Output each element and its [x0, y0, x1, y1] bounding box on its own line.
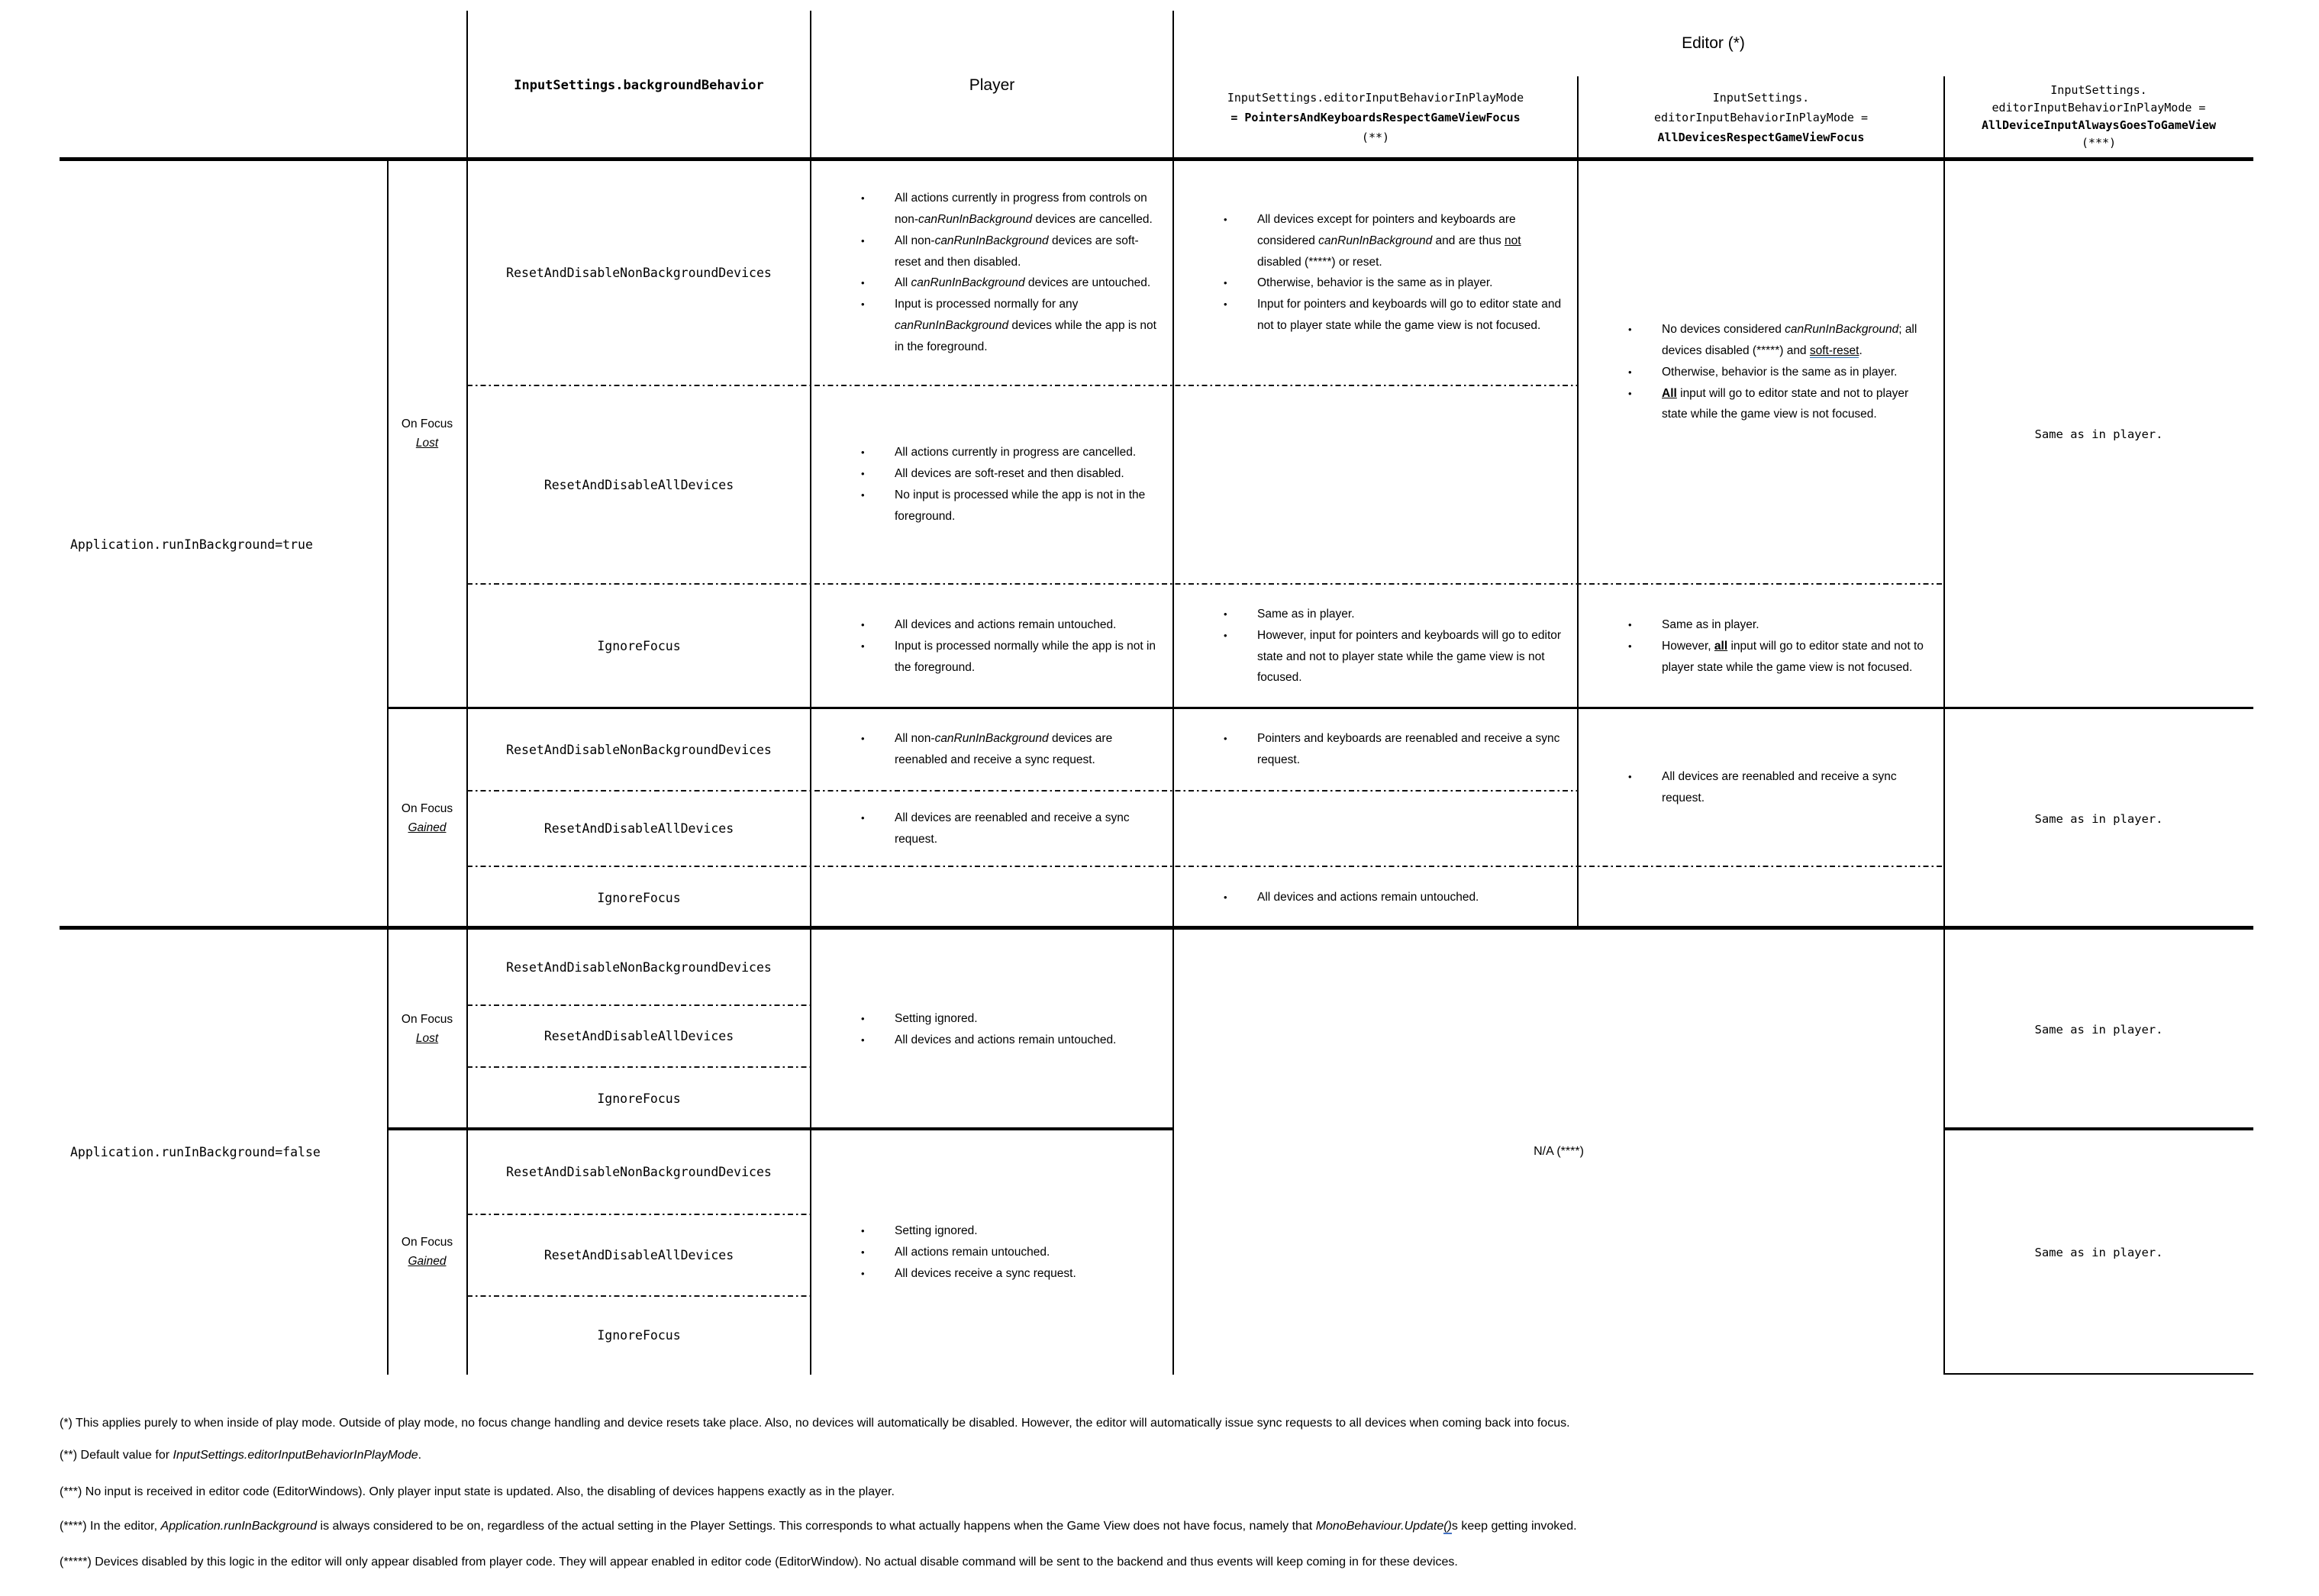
bullet-item: • No devices considered canRunInBackground; all devices disabled (*****) and soft-reset. [1628, 319, 1930, 362]
cell-false-lost-player-merged [811, 929, 1173, 1130]
bullet-item: • All devices and actions remain untouched. [861, 1030, 1160, 1051]
header-line: AllDevicesRespectGameViewFocus [1657, 130, 1865, 144]
header-editor-banner: Editor (*) [1682, 34, 1745, 52]
cell-false-editor-na: N/A (****) [1534, 1145, 1584, 1158]
bullet-item: • All devices and actions remain untouched. [861, 614, 1160, 636]
bullet-item: • All devices receive a sync request. [861, 1263, 1160, 1285]
bullet-marker: • [861, 234, 865, 247]
cell-true-lost-alldevices-merged [1578, 160, 1944, 584]
cell-false-gained-same-as-player: Same as in player. [2034, 1245, 2163, 1259]
bullet-marker: • [861, 1246, 865, 1258]
cell-true-gained-nonbg-pointers [1173, 708, 1578, 791]
bullet-marker: • [861, 618, 865, 630]
enum-ignore-focus: IgnoreFocus [597, 1091, 681, 1106]
enum-reset-nonbg: ResetAndDisableNonBackgroundDevices [506, 1165, 772, 1179]
cell-true-lost-ignore-player [811, 584, 1173, 708]
bullet-marker: • [1224, 608, 1227, 620]
enum-ignore-focus: IgnoreFocus [597, 890, 681, 905]
bullet-item: • No input is processed while the app is not in the foreground. [861, 485, 1160, 527]
bullet-item: • Same as in player. [1224, 604, 1564, 625]
header-pointers-and-keyboards [1173, 76, 1578, 160]
cell-true-lost-ignore-alldevices [1578, 584, 1944, 708]
bullet-item: • Setting ignored. [861, 1220, 1160, 1242]
bullet-marker: • [1628, 323, 1632, 335]
bullet-item: • All canRunInBackground devices are untouched. [861, 272, 1160, 294]
enum-reset-nonbg: ResetAndDisableNonBackgroundDevices [506, 266, 772, 280]
bullet-item: • Same as in player. [1628, 614, 1930, 636]
bullet-item: • All input will go to editor state and not to player state while the game view is not focused. [1628, 383, 1930, 426]
bullet-marker: • [861, 733, 865, 745]
bullet-item: • Input is processed normally while the app is not in the foreground. [861, 636, 1160, 679]
bullet-item: • Setting ignored. [861, 1008, 1160, 1030]
bullet-marker: • [1224, 733, 1227, 745]
bullet-marker: • [1224, 629, 1227, 641]
cell-true-lost-same-as-player: Same as in player. [2034, 427, 2163, 441]
header-line: InputSettings. [2050, 82, 2147, 97]
cell-false-lost-same-as-player: Same as in player. [2034, 1022, 2163, 1037]
header-line: editorInputBehaviorInPlayMode = [1654, 111, 1868, 125]
footnote-3: (***) No input is received in editor code (EditorWindows). Only player input state is updated. Also, the disabling of devices happens exactly as in the player. [60, 1485, 895, 1498]
bullet-item: • Otherwise, behavior is the same as in player. [1224, 272, 1564, 294]
bullet-marker: • [861, 489, 865, 501]
cell-true-lost-nonbg-player [811, 160, 1173, 385]
bullet-marker: • [1224, 892, 1227, 903]
bullet-item: • All actions remain untouched. [861, 1242, 1160, 1263]
enum-reset-nonbg: ResetAndDisableNonBackgroundDevices [506, 742, 772, 757]
cell-true-gained-ignore-merged [1173, 866, 1944, 929]
bullet-item: • However, input for pointers and keyboards will go to editor state and not to player state while the game view is not focused. [1224, 625, 1564, 689]
bullet-marker: • [861, 1012, 865, 1024]
header-all-devices-respect [1578, 76, 1944, 160]
row-label-on-focus-lost: On Focus Lost [401, 1012, 453, 1045]
cell-true-lost-nonbg-pointers [1173, 160, 1578, 385]
bullet-item: • All non-canRunInBackground devices are soft-reset and then disabled. [861, 231, 1160, 273]
row-label-on-focus-lost: On Focus Lost [401, 418, 453, 450]
header-line: (***) [2081, 136, 2117, 150]
row-label-run-in-background-true: Application.runInBackground=true [70, 537, 313, 552]
cell-true-lost-ignore-pointers [1173, 584, 1578, 708]
bullet-item: • All devices except for pointers and keyboards are considered canRunInBackground and are thus not disabled (*****) or reset. [1224, 209, 1564, 273]
bullet-marker: • [861, 640, 865, 652]
footnote-2: (**) Default value for InputSettings.editorInputBehaviorInPlayMode. [60, 1449, 422, 1462]
bullet-marker: • [1628, 640, 1632, 652]
bullet-marker: • [861, 192, 865, 204]
cell-true-lost-all-player [811, 385, 1173, 584]
bullet-marker: • [861, 468, 865, 480]
cell-true-gained-same-as-player: Same as in player. [2034, 811, 2163, 826]
bullet-marker: • [861, 298, 865, 311]
bullet-item: • All devices are reenabled and receive a sync request. [1628, 766, 1930, 809]
bullet-item: • All devices are reenabled and receive a sync request. [861, 808, 1160, 850]
header-line: editorInputBehaviorInPlayMode = [1992, 100, 2206, 114]
footnote-4: (****) In the editor, Application.runInBackground is always considered to be on, regardless of the actual setting in the Player Settings. This corresponds to what actually happens when the Game View does not have focus, namely that MonoBehaviour.Update()s keep getting invoked. [60, 1520, 1577, 1533]
bullet-marker: • [1628, 387, 1632, 399]
header-line: (**) [1361, 130, 1390, 144]
cell-true-gained-nonbg-player [811, 708, 1173, 791]
bullet-item: • Input for pointers and keyboards will go to editor state and not to player state while the game view is not focused. [1224, 294, 1564, 337]
enum-reset-nonbg: ResetAndDisableNonBackgroundDevices [506, 959, 772, 975]
footnote-5: (*****) Devices disabled by this logic in the editor will only appear disabled from player code. They will appear enabled in editor code (EditorWindow). No actual disable command will be sent to the backend and thus events will keep coming in for these devices. [60, 1556, 1458, 1569]
bullet-item: • All actions currently in progress from controls on non-canRunInBackground devices are cancelled. [861, 188, 1160, 231]
bullet-marker: • [1224, 298, 1227, 311]
header-all-input-to-gameview [1944, 73, 2253, 160]
header-player: Player [969, 76, 1015, 94]
row-label-run-in-background-false: Application.runInBackground=false [70, 1144, 321, 1159]
header-line: = PointersAndKeyboardsRespectGameViewFocus [1230, 111, 1521, 125]
bullet-marker: • [861, 1033, 865, 1046]
cell-true-gained-alldevices-merged [1578, 708, 1944, 866]
bullet-item: • All devices are soft-reset and then disabled. [861, 463, 1160, 485]
footnote-1: (*) This applies purely to when inside of play mode. Outside of play mode, no focus change handling and device resets take place. Also, no devices will automatically be disabled. However, the editor will automatically issue sync requests to all devices when coming back into focus. [60, 1417, 1570, 1430]
bullet-item: • However, all input will go to editor state and not to player state while the game view is not focused. [1628, 636, 1930, 679]
bullet-item: • All actions currently in progress are cancelled. [861, 442, 1160, 463]
row-label-on-focus-gained: On Focus Gained [401, 801, 453, 834]
bullet-marker: • [1628, 618, 1632, 630]
enum-ignore-focus: IgnoreFocus [597, 639, 681, 653]
bullet-marker: • [1628, 770, 1632, 782]
bullet-item: • All devices and actions remain untouched. [1224, 887, 1930, 908]
cell-true-gained-all-player [811, 791, 1173, 866]
header-line: AllDeviceInputAlwaysGoesToGameView [1981, 118, 2217, 132]
bullet-item: • Otherwise, behavior is the same as in player. [1628, 362, 1930, 383]
bullet-marker: • [1628, 366, 1632, 378]
header-background-behavior: InputSettings.backgroundBehavior [514, 78, 764, 93]
bullet-marker: • [861, 277, 865, 289]
enum-reset-all: ResetAndDisableAllDevices [543, 1029, 734, 1043]
bullet-marker: • [861, 1224, 865, 1236]
bullet-item: • Input is processed normally for any canRunInBackground devices while the app is not in the foreground. [861, 294, 1160, 358]
bullet-marker: • [861, 1267, 865, 1279]
enum-reset-all: ResetAndDisableAllDevices [543, 477, 734, 492]
bullet-marker: • [1224, 213, 1227, 225]
header-line: InputSettings. [1712, 91, 1810, 105]
header-line: InputSettings.editorInputBehaviorInPlayMode [1227, 91, 1524, 105]
enum-reset-all: ResetAndDisableAllDevices [543, 1248, 734, 1262]
bullet-item: • Pointers and keyboards are reenabled and receive a sync request. [1224, 728, 1564, 771]
row-label-on-focus-gained: On Focus Gained [401, 1235, 453, 1268]
bullet-marker: • [1224, 277, 1227, 289]
bullet-item: • All non-canRunInBackground devices are reenabled and receive a sync request. [861, 728, 1160, 771]
cell-false-gained-player-merged [811, 1130, 1173, 1375]
enum-reset-all: ResetAndDisableAllDevices [543, 821, 734, 836]
bullet-marker: • [861, 811, 865, 824]
enum-ignore-focus: IgnoreFocus [597, 1328, 681, 1343]
bullet-marker: • [861, 447, 865, 459]
